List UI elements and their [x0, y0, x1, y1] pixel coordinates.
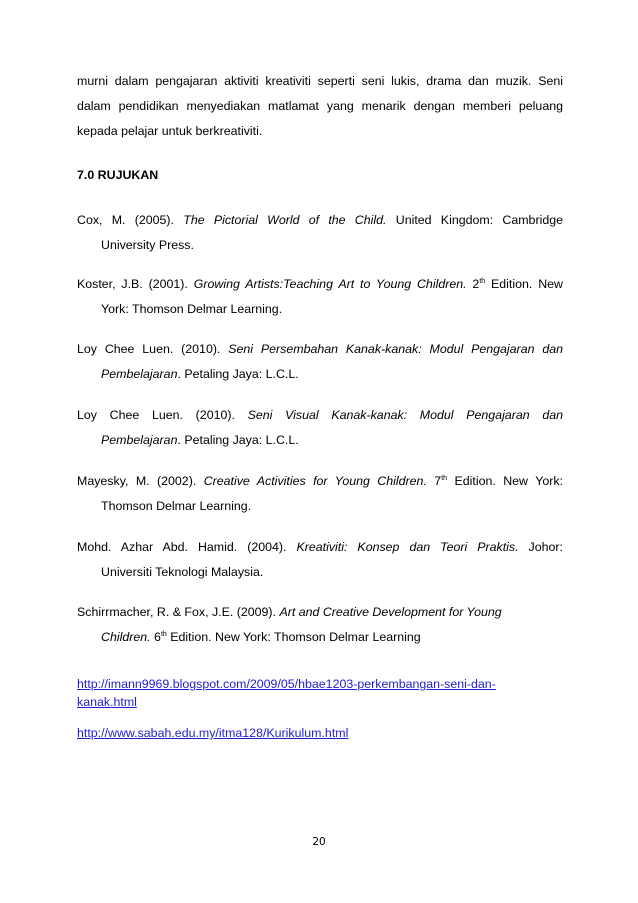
intro-paragraph	[77, 69, 563, 144]
ref-title: Art and Creative Development for Young	[279, 605, 502, 619]
ref-title: Growing Artists:Teaching Art to Young Children.	[193, 277, 467, 291]
ref-title: Creative Activities for Young Children.	[203, 474, 427, 488]
ref-edition: 2	[466, 277, 480, 291]
ref-edition: 6	[150, 630, 161, 644]
ref-continuation: Thomson Delmar Learning.	[101, 499, 252, 513]
web-reference-1	[77, 675, 563, 711]
ref-author: Koster, J.B. (2001).	[77, 277, 194, 291]
page-number: 20	[312, 836, 326, 848]
reference-link-1[interactable]: http://imann9969.blogspot.com/2009/05/hbae1203-perkembangan-seni-dan- kanak.html	[77, 677, 496, 709]
web-reference-2	[77, 724, 563, 742]
intro-line-2: dalam pendidikan menyediakan matlamat yang menarik dengan memberi peluang	[77, 99, 563, 113]
reference-item	[77, 535, 563, 585]
intro-line-3: kepada pelajar untuk berkreativiti.	[77, 124, 263, 138]
reference-item	[77, 600, 563, 650]
ref-title-continuation: Pembelajaran	[101, 367, 178, 381]
ref-publisher: . Petaling Jaya: L.C.L.	[177, 367, 299, 381]
ref-publisher: Edition. New York: Thomson Delmar Learning	[166, 630, 421, 644]
ref-author: Mohd. Azhar Abd. Hamid. (2004).	[77, 540, 297, 554]
ref-author: Cox, M. (2005).	[77, 213, 184, 227]
ref-publisher: Edition. New	[485, 277, 563, 291]
reference-item	[77, 272, 563, 322]
reference-item	[77, 208, 563, 258]
ref-continuation: Universiti Teknologi Malaysia.	[101, 565, 264, 579]
ref-publisher: United Kingdom: Cambridge	[386, 213, 564, 227]
ref-edition: 7	[426, 474, 442, 488]
ref-title-continuation: Pembelajaran	[101, 433, 178, 447]
ref-edition-suffix: th	[441, 474, 448, 482]
ref-author: Schirrmacher, R. & Fox, J.E. (2009).	[77, 605, 280, 619]
ref-title-continuation: Children.	[101, 630, 151, 644]
reference-item	[77, 469, 563, 519]
ref-edition-suffix: th	[479, 277, 486, 285]
ref-author: Mayesky, M. (2002).	[77, 474, 204, 488]
ref-publisher: . Petaling Jaya: L.C.L.	[177, 433, 299, 447]
reference-link-2[interactable]: http://www.sabah.edu.my/itma128/Kurikulum.html	[77, 726, 349, 740]
intro-line-1: murni dalam pengajaran aktiviti kreativiti seperti seni lukis, drama dan muzik. Seni	[77, 74, 563, 88]
ref-publisher: Johor:	[518, 540, 563, 554]
ref-continuation: University Press.	[101, 238, 194, 252]
ref-continuation: York: Thomson Delmar Learning.	[101, 302, 283, 316]
ref-edition-suffix: th	[160, 630, 167, 638]
reference-item	[77, 403, 563, 453]
ref-title: Seni Visual Kanak-kanak: Modul Pengajaran dan	[247, 408, 563, 422]
reference-item	[77, 337, 563, 387]
ref-author: Loy Chee Luen. (2010).	[77, 408, 248, 422]
ref-title: The Pictorial World of the Child.	[183, 213, 387, 227]
ref-title: Seni Persembahan Kanak-kanak: Modul Pengajaran dan	[228, 342, 563, 356]
ref-title: Kreativiti: Konsep dan Teori Praktis.	[296, 540, 519, 554]
section-heading: 7.0 RUJUKAN	[77, 168, 159, 182]
ref-author: Loy Chee Luen. (2010).	[77, 342, 229, 356]
ref-publisher: Edition. New York:	[447, 474, 563, 488]
